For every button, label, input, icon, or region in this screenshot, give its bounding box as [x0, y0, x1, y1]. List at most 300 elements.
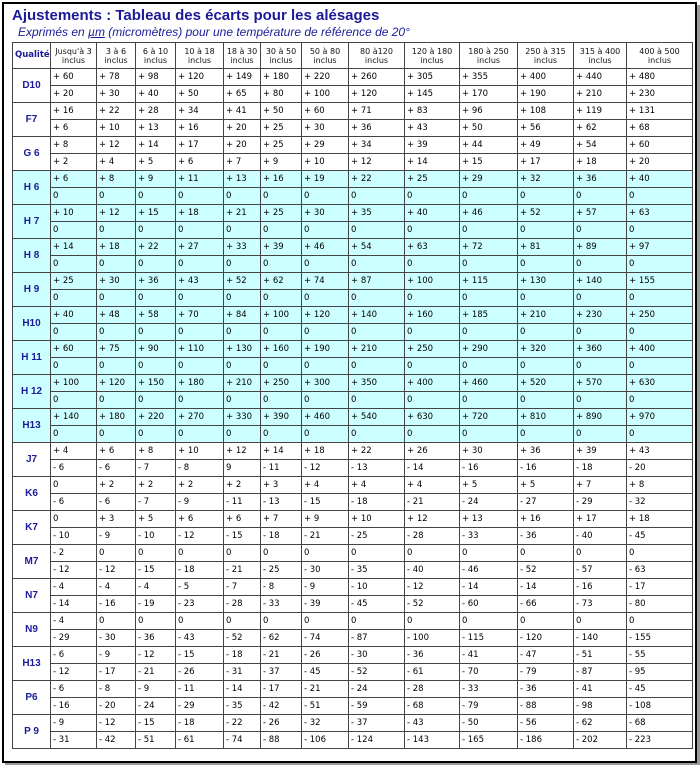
lower-deviation-cell: 0 — [574, 324, 627, 341]
lower-deviation-cell: 0 — [627, 324, 693, 341]
lower-deviation-cell: - 16 — [518, 460, 574, 477]
lower-deviation-cell: - 11 — [224, 494, 261, 511]
header-range-top: 50 à 80 — [309, 46, 341, 56]
header-range-bottom: inclus — [364, 55, 389, 65]
upper-deviation-cell: 0 — [224, 545, 261, 562]
lower-deviation-cell: - 42 — [97, 732, 136, 749]
lower-deviation-cell: 0 — [51, 392, 97, 409]
lower-deviation-cell: + 40 — [136, 86, 176, 103]
upper-deviation-cell: + 570 — [574, 375, 627, 392]
lower-deviation-cell: + 20 — [51, 86, 97, 103]
lower-deviation-cell: - 95 — [627, 664, 693, 681]
lower-deviation-cell: - 63 — [627, 562, 693, 579]
lower-deviation-cell: 0 — [302, 222, 349, 239]
lower-deviation-cell: 0 — [97, 426, 136, 443]
upper-deviation-cell: + 120 — [176, 69, 224, 86]
header-range-bottom: inclus — [230, 55, 254, 65]
upper-deviation-cell: + 17 — [176, 137, 224, 154]
upper-deviation-cell: + 54 — [574, 137, 627, 154]
lower-deviation-cell: 0 — [136, 222, 176, 239]
quality-label: K6 — [13, 477, 51, 511]
lower-deviation-cell: - 68 — [405, 698, 460, 715]
header-range-bottom: inclus — [143, 55, 168, 65]
upper-deviation-cell: + 22 — [97, 103, 136, 120]
upper-deviation-cell: + 4 — [302, 477, 349, 494]
upper-deviation-cell: 0 — [349, 545, 405, 562]
upper-deviation-cell: + 130 — [518, 273, 574, 290]
lower-deviation-cell: 0 — [460, 324, 518, 341]
lower-deviation-cell: - 6 — [51, 494, 97, 511]
lower-deviation-cell: 0 — [51, 188, 97, 205]
table-row — [13, 698, 693, 715]
upper-deviation-cell: + 18 — [97, 239, 136, 256]
lower-deviation-cell: 0 — [261, 358, 302, 375]
header-range — [302, 43, 349, 69]
upper-deviation-cell: + 12 — [97, 205, 136, 222]
upper-deviation-cell: - 33 — [460, 681, 518, 698]
lower-deviation-cell: - 27 — [518, 494, 574, 511]
header-range — [405, 43, 460, 69]
lower-deviation-cell: - 12 — [302, 460, 349, 477]
upper-deviation-cell: - 8 — [97, 681, 136, 698]
table-row — [13, 358, 693, 375]
upper-deviation-cell: + 29 — [302, 137, 349, 154]
lower-deviation-cell: - 39 — [302, 596, 349, 613]
header-range-bottom: inclus — [476, 55, 501, 65]
upper-deviation-cell: + 78 — [97, 69, 136, 86]
upper-deviation-cell: + 210 — [518, 307, 574, 324]
table-row — [13, 239, 693, 256]
lower-deviation-cell: - 74 — [302, 630, 349, 647]
lower-deviation-cell: 0 — [97, 222, 136, 239]
lower-deviation-cell: 0 — [574, 256, 627, 273]
upper-deviation-cell: + 54 — [349, 239, 405, 256]
lower-deviation-cell: - 51 — [302, 698, 349, 715]
lower-deviation-cell: - 15 — [136, 562, 176, 579]
lower-deviation-cell: 0 — [176, 324, 224, 341]
upper-deviation-cell: + 72 — [460, 239, 518, 256]
quality-label: F7 — [13, 103, 51, 137]
table-row — [13, 137, 693, 154]
upper-deviation-cell: - 41 — [574, 681, 627, 698]
upper-deviation-cell: + 320 — [518, 341, 574, 358]
lower-deviation-cell: 0 — [627, 290, 693, 307]
lower-deviation-cell: - 43 — [176, 630, 224, 647]
header-range-top: 6 à 10 — [142, 46, 169, 56]
lower-deviation-cell: + 56 — [518, 120, 574, 137]
lower-deviation-cell: + 30 — [302, 120, 349, 137]
lower-deviation-cell: 0 — [302, 188, 349, 205]
upper-deviation-cell: + 3 — [261, 477, 302, 494]
upper-deviation-cell: + 4 — [349, 477, 405, 494]
lower-deviation-cell: 0 — [518, 290, 574, 307]
upper-deviation-cell: + 13 — [460, 511, 518, 528]
lower-deviation-cell: 0 — [136, 426, 176, 443]
header-range-top: 250 à 315 — [525, 46, 566, 56]
upper-deviation-cell: + 108 — [518, 103, 574, 120]
upper-deviation-cell: - 62 — [574, 715, 627, 732]
upper-deviation-cell: + 60 — [627, 137, 693, 154]
upper-deviation-cell: + 540 — [349, 409, 405, 426]
upper-deviation-cell: + 250 — [627, 307, 693, 324]
upper-deviation-cell: - 4 — [51, 613, 97, 630]
lower-deviation-cell: + 25 — [261, 120, 302, 137]
upper-deviation-cell: + 35 — [349, 205, 405, 222]
upper-deviation-cell: - 45 — [627, 681, 693, 698]
quality-label: H 8 — [13, 239, 51, 273]
lower-deviation-cell: - 33 — [460, 528, 518, 545]
upper-deviation-cell: - 24 — [349, 681, 405, 698]
upper-deviation-cell: + 26 — [405, 443, 460, 460]
upper-deviation-cell: + 30 — [460, 443, 518, 460]
upper-deviation-cell: + 131 — [627, 103, 693, 120]
table-row — [13, 596, 693, 613]
header-range-top: 180 à 250 — [468, 46, 509, 56]
upper-deviation-cell: + 62 — [261, 273, 302, 290]
upper-deviation-cell: + 30 — [97, 273, 136, 290]
upper-deviation-cell: + 720 — [460, 409, 518, 426]
lower-deviation-cell: + 10 — [302, 154, 349, 171]
table-row — [13, 273, 693, 290]
lower-deviation-cell: 0 — [224, 188, 261, 205]
lower-deviation-cell: 0 — [224, 222, 261, 239]
lower-deviation-cell: - 80 — [627, 596, 693, 613]
lower-deviation-cell: 0 — [136, 392, 176, 409]
upper-deviation-cell: + 150 — [136, 375, 176, 392]
lower-deviation-cell: 0 — [302, 426, 349, 443]
lower-deviation-cell: - 20 — [627, 460, 693, 477]
lower-deviation-cell: - 35 — [349, 562, 405, 579]
lower-deviation-cell: - 88 — [518, 698, 574, 715]
upper-deviation-cell: + 12 — [405, 511, 460, 528]
header-range-bottom: inclus — [104, 55, 128, 65]
header-range — [349, 43, 405, 69]
lower-deviation-cell: - 24 — [136, 698, 176, 715]
header-range-top: 10 à 18 — [184, 46, 215, 56]
upper-deviation-cell: 0 — [97, 613, 136, 630]
lower-deviation-cell: - 32 — [627, 494, 693, 511]
upper-deviation-cell: + 46 — [460, 205, 518, 222]
lower-deviation-cell: - 100 — [405, 630, 460, 647]
upper-deviation-cell: + 71 — [349, 103, 405, 120]
lower-deviation-cell: 0 — [574, 188, 627, 205]
lower-deviation-cell: - 16 — [97, 596, 136, 613]
upper-deviation-cell: 0 — [627, 545, 693, 562]
upper-deviation-cell: - 18 — [224, 647, 261, 664]
upper-deviation-cell: + 630 — [627, 375, 693, 392]
header-range — [224, 43, 261, 69]
lower-deviation-cell: 0 — [176, 256, 224, 273]
upper-deviation-cell: 0 — [136, 545, 176, 562]
upper-deviation-cell: + 44 — [460, 137, 518, 154]
lower-deviation-cell: + 17 — [518, 154, 574, 171]
lower-deviation-cell: 0 — [405, 324, 460, 341]
upper-deviation-cell: + 60 — [302, 103, 349, 120]
upper-deviation-cell: + 8 — [51, 137, 97, 154]
lower-deviation-cell: - 31 — [224, 664, 261, 681]
lower-deviation-cell: 0 — [302, 324, 349, 341]
upper-deviation-cell: + 29 — [460, 171, 518, 188]
lower-deviation-cell: - 14 — [405, 460, 460, 477]
upper-deviation-cell: + 84 — [224, 307, 261, 324]
upper-deviation-cell: + 2 — [224, 477, 261, 494]
table-row — [13, 375, 693, 392]
lower-deviation-cell: 0 — [51, 358, 97, 375]
upper-deviation-cell: + 81 — [518, 239, 574, 256]
upper-deviation-cell: - 15 — [176, 647, 224, 664]
upper-deviation-cell: - 4 — [51, 579, 97, 596]
lower-deviation-cell: - 20 — [97, 698, 136, 715]
upper-deviation-cell: + 90 — [136, 341, 176, 358]
lower-deviation-cell: - 87 — [349, 630, 405, 647]
upper-deviation-cell: + 34 — [176, 103, 224, 120]
upper-deviation-cell: + 28 — [136, 103, 176, 120]
upper-deviation-cell: + 49 — [518, 137, 574, 154]
lower-deviation-cell: 0 — [349, 392, 405, 409]
lower-deviation-cell: - 12 — [51, 562, 97, 579]
table-row — [13, 477, 693, 494]
lower-deviation-cell: - 12 — [97, 562, 136, 579]
table-row — [13, 324, 693, 341]
lower-deviation-cell: 0 — [261, 188, 302, 205]
upper-deviation-cell: + 460 — [460, 375, 518, 392]
upper-deviation-cell: - 9 — [97, 647, 136, 664]
lower-deviation-cell: - 155 — [627, 630, 693, 647]
lower-deviation-cell: 0 — [627, 188, 693, 205]
upper-deviation-cell: - 50 — [460, 715, 518, 732]
upper-deviation-cell: + 7 — [261, 511, 302, 528]
header-range — [97, 43, 136, 69]
upper-deviation-cell: - 17 — [261, 681, 302, 698]
upper-deviation-cell: + 40 — [51, 307, 97, 324]
upper-deviation-cell: - 17 — [627, 579, 693, 596]
table-row — [13, 120, 693, 137]
lower-deviation-cell: - 98 — [574, 698, 627, 715]
upper-deviation-cell: + 25 — [51, 273, 97, 290]
header-range-top: 80 à120 — [360, 46, 393, 56]
header-range — [176, 43, 224, 69]
upper-deviation-cell: + 480 — [627, 69, 693, 86]
quality-label: H13 — [13, 409, 51, 443]
lower-deviation-cell: + 50 — [460, 120, 518, 137]
table-row — [13, 443, 693, 460]
lower-deviation-cell: 0 — [51, 324, 97, 341]
lower-deviation-cell: - 29 — [51, 630, 97, 647]
table-row — [13, 86, 693, 103]
lower-deviation-cell: - 7 — [136, 460, 176, 477]
quality-label: D10 — [13, 69, 51, 103]
lower-deviation-cell: - 16 — [51, 698, 97, 715]
upper-deviation-cell: 0 — [460, 613, 518, 630]
lower-deviation-cell: 0 — [51, 426, 97, 443]
lower-deviation-cell: + 12 — [349, 154, 405, 171]
subtitle-after: (micromètres) pour une température de référence de 20° — [104, 25, 410, 39]
lower-deviation-cell: - 30 — [97, 630, 136, 647]
upper-deviation-cell: + 9 — [302, 511, 349, 528]
lower-deviation-cell: 0 — [349, 324, 405, 341]
upper-deviation-cell: + 2 — [136, 477, 176, 494]
upper-deviation-cell: + 185 — [460, 307, 518, 324]
lower-deviation-cell: 0 — [97, 358, 136, 375]
lower-deviation-cell: - 18 — [261, 528, 302, 545]
table-row — [13, 511, 693, 528]
upper-deviation-cell: 0 — [224, 613, 261, 630]
subtitle-before: Exprimés en — [18, 25, 89, 39]
upper-deviation-cell: - 51 — [574, 647, 627, 664]
lower-deviation-cell: - 60 — [460, 596, 518, 613]
header-range-bottom: inclus — [61, 55, 86, 65]
lower-deviation-cell: - 10 — [51, 528, 97, 545]
lower-deviation-cell: - 165 — [460, 732, 518, 749]
lower-deviation-cell: - 25 — [261, 562, 302, 579]
upper-deviation-cell: 0 — [176, 545, 224, 562]
upper-deviation-cell: - 18 — [176, 715, 224, 732]
upper-deviation-cell: + 9 — [136, 171, 176, 188]
header-range-top: 315 à 400 — [579, 46, 621, 56]
upper-deviation-cell: - 4 — [97, 579, 136, 596]
lower-deviation-cell: 0 — [136, 290, 176, 307]
lower-deviation-cell: - 6 — [97, 460, 136, 477]
table-row — [13, 647, 693, 664]
lower-deviation-cell: 0 — [349, 358, 405, 375]
upper-deviation-cell: - 22 — [224, 715, 261, 732]
upper-deviation-cell: + 89 — [574, 239, 627, 256]
upper-deviation-cell: + 220 — [136, 409, 176, 426]
lower-deviation-cell: 0 — [302, 392, 349, 409]
upper-deviation-cell: + 270 — [176, 409, 224, 426]
upper-deviation-cell: + 180 — [97, 409, 136, 426]
upper-deviation-cell: + 75 — [97, 341, 136, 358]
upper-deviation-cell: + 130 — [224, 341, 261, 358]
lower-deviation-cell: 0 — [224, 324, 261, 341]
lower-deviation-cell: - 29 — [176, 698, 224, 715]
upper-deviation-cell: + 440 — [574, 69, 627, 86]
lower-deviation-cell: 0 — [176, 222, 224, 239]
upper-deviation-cell: + 16 — [51, 103, 97, 120]
quality-label: H13 — [13, 647, 51, 681]
upper-deviation-cell: - 68 — [627, 715, 693, 732]
lower-deviation-cell: 0 — [627, 426, 693, 443]
header-range — [51, 43, 97, 69]
quality-label: H10 — [13, 307, 51, 341]
lower-deviation-cell: - 57 — [574, 562, 627, 579]
header-row — [13, 43, 693, 69]
lower-deviation-cell: + 7 — [224, 154, 261, 171]
lower-deviation-cell: - 45 — [302, 664, 349, 681]
upper-deviation-cell: - 36 — [518, 681, 574, 698]
lower-deviation-cell: - 31 — [51, 732, 97, 749]
upper-deviation-cell: - 36 — [405, 647, 460, 664]
upper-deviation-cell: + 17 — [574, 511, 627, 528]
lower-deviation-cell: 0 — [460, 222, 518, 239]
upper-deviation-cell: + 10 — [51, 205, 97, 222]
header-range — [518, 43, 574, 69]
upper-deviation-cell: + 350 — [349, 375, 405, 392]
upper-deviation-cell: + 60 — [51, 69, 97, 86]
lower-deviation-cell: 0 — [405, 290, 460, 307]
lower-deviation-cell: + 5 — [136, 154, 176, 171]
upper-deviation-cell: + 10 — [349, 511, 405, 528]
upper-deviation-cell: + 58 — [136, 307, 176, 324]
lower-deviation-cell: - 73 — [574, 596, 627, 613]
upper-deviation-cell: + 119 — [574, 103, 627, 120]
lower-deviation-cell: + 210 — [574, 86, 627, 103]
lower-deviation-cell: 0 — [574, 392, 627, 409]
lower-deviation-cell: + 80 — [261, 86, 302, 103]
upper-deviation-cell: + 180 — [176, 375, 224, 392]
lower-deviation-cell: - 9 — [176, 494, 224, 511]
upper-deviation-cell: + 400 — [405, 375, 460, 392]
upper-deviation-cell: + 250 — [405, 341, 460, 358]
upper-deviation-cell: + 70 — [176, 307, 224, 324]
lower-deviation-cell: - 9 — [97, 528, 136, 545]
lower-deviation-cell: - 18 — [176, 562, 224, 579]
lower-deviation-cell: - 10 — [136, 528, 176, 545]
upper-deviation-cell: + 5 — [136, 511, 176, 528]
upper-deviation-cell: + 810 — [518, 409, 574, 426]
upper-deviation-cell: + 330 — [224, 409, 261, 426]
lower-deviation-cell: + 20 — [224, 120, 261, 137]
lower-deviation-cell: - 21 — [224, 562, 261, 579]
lower-deviation-cell: - 6 — [51, 460, 97, 477]
lower-deviation-cell: - 66 — [518, 596, 574, 613]
lower-deviation-cell: - 120 — [518, 630, 574, 647]
upper-deviation-cell: + 5 — [460, 477, 518, 494]
quality-label: H 9 — [13, 273, 51, 307]
upper-deviation-cell: - 28 — [405, 681, 460, 698]
header-range-bottom: inclus — [313, 55, 337, 65]
upper-deviation-cell: + 8 — [136, 443, 176, 460]
upper-deviation-cell: + 160 — [405, 307, 460, 324]
quality-label: P6 — [13, 681, 51, 715]
lower-deviation-cell: + 4 — [97, 154, 136, 171]
quality-label: H 6 — [13, 171, 51, 205]
table-row — [13, 392, 693, 409]
lower-deviation-cell: 0 — [518, 256, 574, 273]
lower-deviation-cell: - 79 — [518, 664, 574, 681]
upper-deviation-cell: + 390 — [261, 409, 302, 426]
lower-deviation-cell: 0 — [349, 426, 405, 443]
lower-deviation-cell: - 87 — [574, 664, 627, 681]
upper-deviation-cell: + 52 — [518, 205, 574, 222]
table-row — [13, 341, 693, 358]
lower-deviation-cell: - 59 — [349, 698, 405, 715]
table-row — [13, 562, 693, 579]
lower-deviation-cell: 0 — [51, 256, 97, 273]
lower-deviation-cell: + 13 — [136, 120, 176, 137]
table-row — [13, 409, 693, 426]
table-row — [13, 426, 693, 443]
upper-deviation-cell: + 18 — [302, 443, 349, 460]
upper-deviation-cell: - 37 — [349, 715, 405, 732]
table-panel — [2, 2, 697, 763]
upper-deviation-cell: + 4 — [51, 443, 97, 460]
lower-deviation-cell: + 15 — [460, 154, 518, 171]
upper-deviation-cell: + 14 — [51, 239, 97, 256]
upper-deviation-cell: + 22 — [349, 171, 405, 188]
upper-deviation-cell: + 2 — [176, 477, 224, 494]
upper-deviation-cell: - 55 — [627, 647, 693, 664]
tolerance-table — [12, 42, 693, 749]
upper-deviation-cell: + 39 — [261, 239, 302, 256]
table-row — [13, 681, 693, 698]
lower-deviation-cell: - 45 — [349, 596, 405, 613]
upper-deviation-cell: + 74 — [302, 273, 349, 290]
lower-deviation-cell: 0 — [518, 426, 574, 443]
upper-deviation-cell: + 20 — [224, 137, 261, 154]
lower-deviation-cell: 0 — [176, 290, 224, 307]
lower-deviation-cell: 0 — [136, 324, 176, 341]
